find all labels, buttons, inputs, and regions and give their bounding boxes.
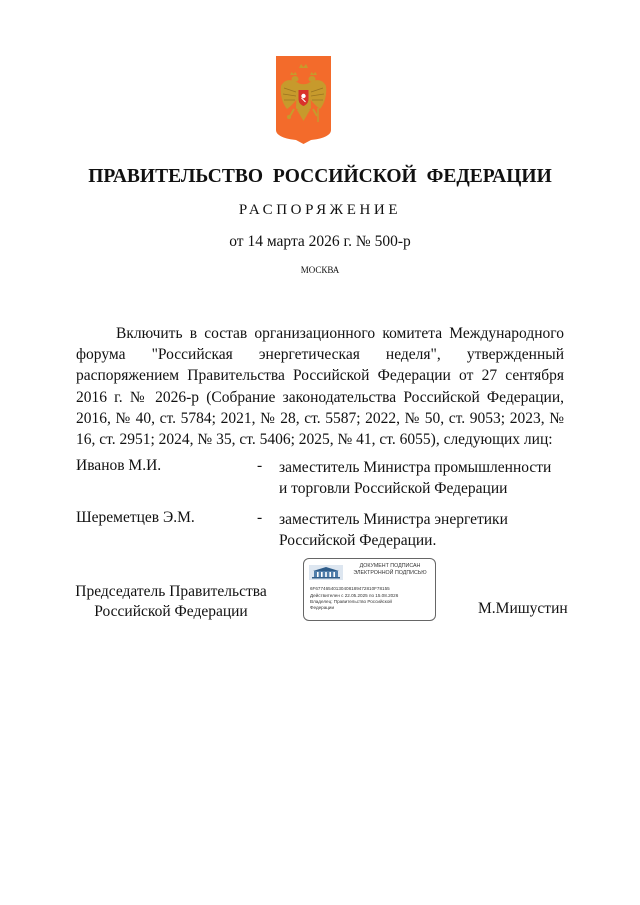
stamp-validity: Действителен с 22.05.2025 по 15.08.2026 xyxy=(310,593,399,598)
stamp-owner: Федерации xyxy=(310,605,335,610)
signer-title-line: Российской Федерации xyxy=(94,603,248,620)
issuing-city: МОСКВА xyxy=(300,265,340,275)
member-position xyxy=(279,509,508,551)
stamp-heading-line: ДОКУМЕНТ ПОДПИСАН xyxy=(359,563,421,569)
coat-of-arms-icon xyxy=(276,56,331,144)
order-text: Включить в состав организационного комитета Международного форума "Российская энергетическая неделя", утвержденный распоряжением Правительства Российской Федерации от 27 сентября 2016 г. № 2026-р (Собрание законодательства Российской Федерации, 2016, № 40, ст. 5784; 2021, № 28, ст. 5587; 2022, № 50, ст. 9053; 2023, № 16, ст. 2951; 2024, № 35, ст. 5406; 2025, № 41, ст. 6055), следующих лиц: xyxy=(76,325,564,449)
government-title: ПРАВИТЕЛЬСТВО РОССИЙСКОЙ ФЕДЕРАЦИИ xyxy=(88,166,552,187)
document-date-number: от 14 марта 2026 г. № 500-р xyxy=(229,233,411,250)
member-position-line: заместитель Министра энергетики xyxy=(279,511,508,528)
member-name: Шереметцев Э.М. xyxy=(76,509,195,526)
member-position xyxy=(279,457,551,499)
document-type: РАСПОРЯЖЕНИЕ xyxy=(238,202,402,218)
member-name: Иванов М.И. xyxy=(76,457,162,474)
member-position-line: и торговли Российской Федерации xyxy=(279,480,508,497)
stamp-heading xyxy=(346,563,434,577)
member-dash: - xyxy=(257,509,263,526)
building-icon xyxy=(309,565,343,580)
member-position-line: Российской Федерации. xyxy=(279,532,437,549)
stamp-owner: Владелец: Правительство Российской xyxy=(310,599,392,604)
electronic-signature-stamp xyxy=(303,558,436,621)
member-position-line: заместитель Министра промышленности xyxy=(279,459,552,476)
stamp-certificate: 6F67746540130408189472810F78155 xyxy=(310,586,390,591)
signer-title-line: Председатель Правительства xyxy=(75,583,267,600)
signer-name: М.Мишустин xyxy=(478,600,568,617)
signer-title xyxy=(52,582,290,622)
member-dash: - xyxy=(257,457,263,474)
stamp-heading-line: ЭЛЕКТРОННОЙ ПОДПИСЬЮ xyxy=(353,570,427,576)
